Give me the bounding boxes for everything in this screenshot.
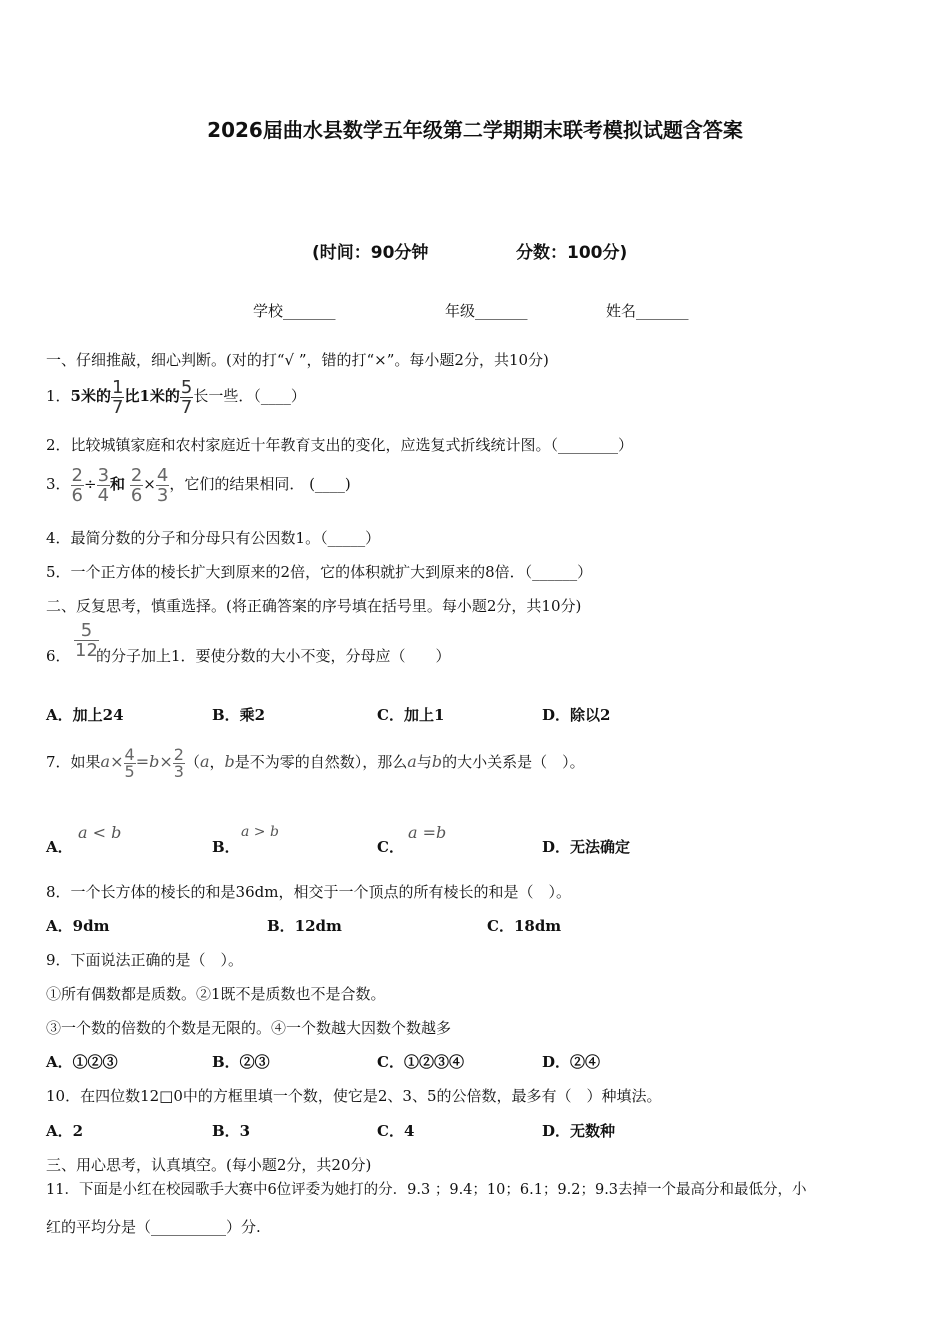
option-a[interactable]: A． xyxy=(46,838,73,856)
option-b[interactable]: B． xyxy=(212,838,240,856)
question-7 xyxy=(46,740,585,784)
question-10: 10．在四位数12□0中的方框里填一个数，使它是2、3、5的公倍数，最多有（ ）种填法。 xyxy=(46,1087,662,1105)
option-a[interactable]: A．①②③ xyxy=(46,1053,118,1071)
option-c[interactable]: C．加上1 xyxy=(377,706,445,724)
var-a: a xyxy=(407,752,417,771)
fraction-5-7: $\frac{5}{7}$ xyxy=(180,376,193,418)
and-word: 和 xyxy=(110,475,126,493)
exam-score: 分数：100分) xyxy=(516,243,628,263)
question-6-number: 6． xyxy=(46,647,71,665)
option-b[interactable]: B．12dm xyxy=(267,917,342,935)
times-sign: × xyxy=(159,752,173,771)
q7-text: （ xyxy=(184,753,200,771)
name-field[interactable]: 姓名_______ xyxy=(606,302,689,320)
question-11-cont: 红的平均分是（__________）分. xyxy=(46,1218,261,1236)
option-c[interactable]: C． xyxy=(377,838,404,856)
option-b[interactable]: B．②③ xyxy=(212,1053,270,1071)
q7-text: 与 xyxy=(416,753,432,771)
q3-tail: ，它们的结果相同． (____) xyxy=(169,475,351,493)
section-3-heading: 三、用心思考，认真填空。(每小题2分，共20分) xyxy=(46,1156,372,1174)
question-9-statements-1: ①所有偶数都是质数。②1既不是质数也不是合数。 xyxy=(46,985,386,1003)
fraction-4-3: $\frac{4}{3}$ xyxy=(156,464,169,506)
option-b[interactable]: B．3 xyxy=(212,1122,251,1140)
option-c[interactable]: C．18dm xyxy=(487,917,562,935)
option-a[interactable]: A．9dm xyxy=(46,917,110,935)
option-a-expr: a < b xyxy=(78,823,122,842)
option-d[interactable]: D．无数种 xyxy=(542,1122,616,1140)
question-1 xyxy=(46,376,306,416)
q1-text-part: 比1米的 xyxy=(124,387,180,405)
question-11: 11．下面是小红在校园歌手大赛中6位评委为她打的分．9.3 ；9.4；10；6.1；9.2；9.3去掉一个最高分和最低分，小 xyxy=(46,1182,807,1198)
option-b-expr: a > b xyxy=(241,824,279,840)
question-8: 8．一个长方体的棱长的和是36dm，相交于一个顶点的所有棱长的和是（ ）。 xyxy=(46,883,571,901)
equals-sign: = xyxy=(135,752,150,771)
question-2: 2．比较城镇家庭和农村家庭近十年教育支出的变化，应选复式折线统计图。（________） xyxy=(46,436,634,454)
option-a[interactable]: A．加上24 xyxy=(46,706,124,724)
q1-text-part: 长一些．（____） xyxy=(193,387,306,405)
var-a: a xyxy=(100,752,111,771)
question-6: 的分子加上1．要使分数的大小不变，分母应（ ） xyxy=(96,647,451,665)
option-d[interactable]: D．②④ xyxy=(542,1053,601,1071)
option-b[interactable]: B．乘2 xyxy=(212,706,266,724)
question-number: 1． xyxy=(46,387,71,405)
question-4: 4．最简分数的分子和分母只有公因数1。（_____） xyxy=(46,529,381,547)
question-9-statements-2: ③一个数的倍数的个数是无限的。④一个数越大因数个数越多 xyxy=(46,1019,452,1037)
option-a[interactable]: A．2 xyxy=(46,1122,84,1140)
exam-time: (时间：90分钟 xyxy=(312,243,429,263)
grade-field[interactable]: 年级_______ xyxy=(445,302,528,320)
fraction-2-3: $\frac{2}{3}$ xyxy=(173,744,184,781)
q1-text-part: 5米的 xyxy=(70,387,111,405)
question-number: 3． xyxy=(46,475,71,493)
option-c[interactable]: C．4 xyxy=(377,1122,415,1140)
option-c-expr: a =b xyxy=(408,823,447,842)
fraction-2-6: $\frac{2}{6}$ xyxy=(71,464,83,506)
var-a: a xyxy=(199,752,210,771)
divide-sign: ÷ xyxy=(84,475,97,493)
question-5: 5．一个正方体的棱长扩大到原来的2倍，它的体积就扩大到原来的8倍．（______） xyxy=(46,563,593,581)
section-1-heading: 一、仔细推敲，细心判断。(对的打“√ ”，错的打“×”。每小题2分，共10分) xyxy=(46,351,549,369)
page-title: 2026届曲水县数学五年级第二学期期末联考模拟试题含答案 xyxy=(207,118,743,142)
question-3 xyxy=(46,464,351,504)
var-b: b xyxy=(431,752,443,771)
q7-prefix: 7．如果 xyxy=(46,753,101,771)
q7-text: 是不为零的自然数），那么 xyxy=(234,753,408,771)
question-9: 9．下面说法正确的是（ ）。 xyxy=(46,951,244,969)
option-d[interactable]: D．无法确定 xyxy=(542,838,631,856)
q7-text: 的大小关系是（ ）。 xyxy=(442,753,585,771)
section-2-heading: 二、反复思考，慎重选择。(将正确答案的序号填在括号里。每小题2分，共10分) xyxy=(46,597,582,615)
option-d[interactable]: D．除以2 xyxy=(542,706,611,724)
school-field[interactable]: 学校_______ xyxy=(253,302,336,320)
fraction-5-12: $\frac{5}{12}$ xyxy=(75,620,98,661)
var-b: b xyxy=(224,752,235,771)
var-b: b xyxy=(149,752,160,771)
q7-text: ， xyxy=(209,753,225,771)
fraction-1-7: $\frac{1}{7}$ xyxy=(111,376,124,418)
times-sign: × xyxy=(110,752,124,771)
fraction-3-4: $\frac{3}{4}$ xyxy=(97,464,110,506)
fraction-4-5: $\frac{4}{5}$ xyxy=(124,744,135,781)
option-c[interactable]: C．①②③④ xyxy=(377,1053,464,1071)
times-sign: × xyxy=(143,475,156,493)
fraction-2-6-b: $\frac{2}{6}$ xyxy=(130,464,143,506)
